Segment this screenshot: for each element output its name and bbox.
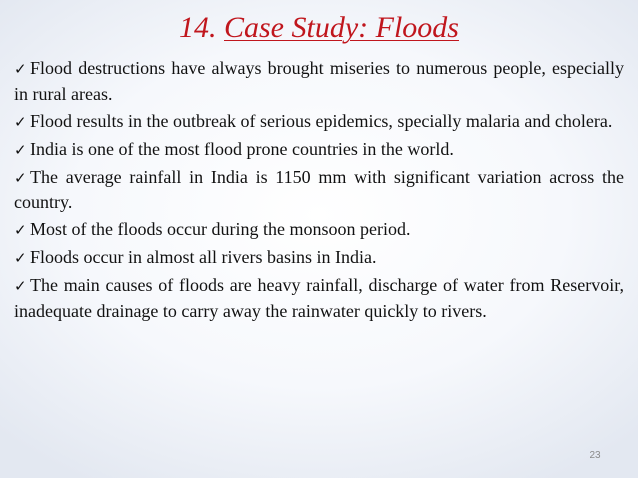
bullet-text: India is one of the most flood prone countries in the world.: [30, 138, 454, 159]
bullet-text: Flood results in the outbreak of serious epidemics, specially malaria and cholera.: [30, 110, 613, 131]
slide-title: [0, 8, 638, 48]
bullet-item: [14, 245, 624, 271]
bullet-item: [14, 217, 624, 243]
checkmark-icon: ✓: [14, 112, 27, 131]
checkmark-icon: ✓: [14, 221, 27, 239]
bullet-list: [14, 56, 624, 326]
page-number: 23: [589, 450, 601, 461]
bullet-item: [14, 165, 624, 215]
bullet-item: [14, 273, 624, 323]
bullet-text: Most of the floods occur during the monsoon period.: [30, 219, 411, 239]
bullet-item: [14, 137, 624, 163]
bullet-text: Floods occur in almost all rivers basins in India.: [30, 247, 377, 267]
checkmark-icon: ✓: [14, 277, 27, 295]
slide-title-number: 14.: [179, 11, 217, 44]
bullet-text: The average rainfall in India is 1150 mm with significant variation across the country.: [14, 166, 624, 212]
checkmark-icon: ✓: [14, 60, 27, 78]
checkmark-icon: ✓: [14, 168, 27, 187]
checkmark-icon: ✓: [14, 249, 27, 267]
checkmark-icon: ✓: [14, 140, 27, 159]
bullet-item: [14, 109, 624, 135]
slide-title-text: Case Study: Floods: [224, 11, 459, 44]
bullet-text: Flood destructions have always brought miseries to numerous people, especially in rural areas.: [14, 58, 624, 104]
bullet-item: [14, 56, 624, 106]
bullet-text: The main causes of floods are heavy rainfall, discharge of water from Reservoir, inadequate drainage to carry away the rainwater quickly to rivers.: [14, 275, 624, 321]
